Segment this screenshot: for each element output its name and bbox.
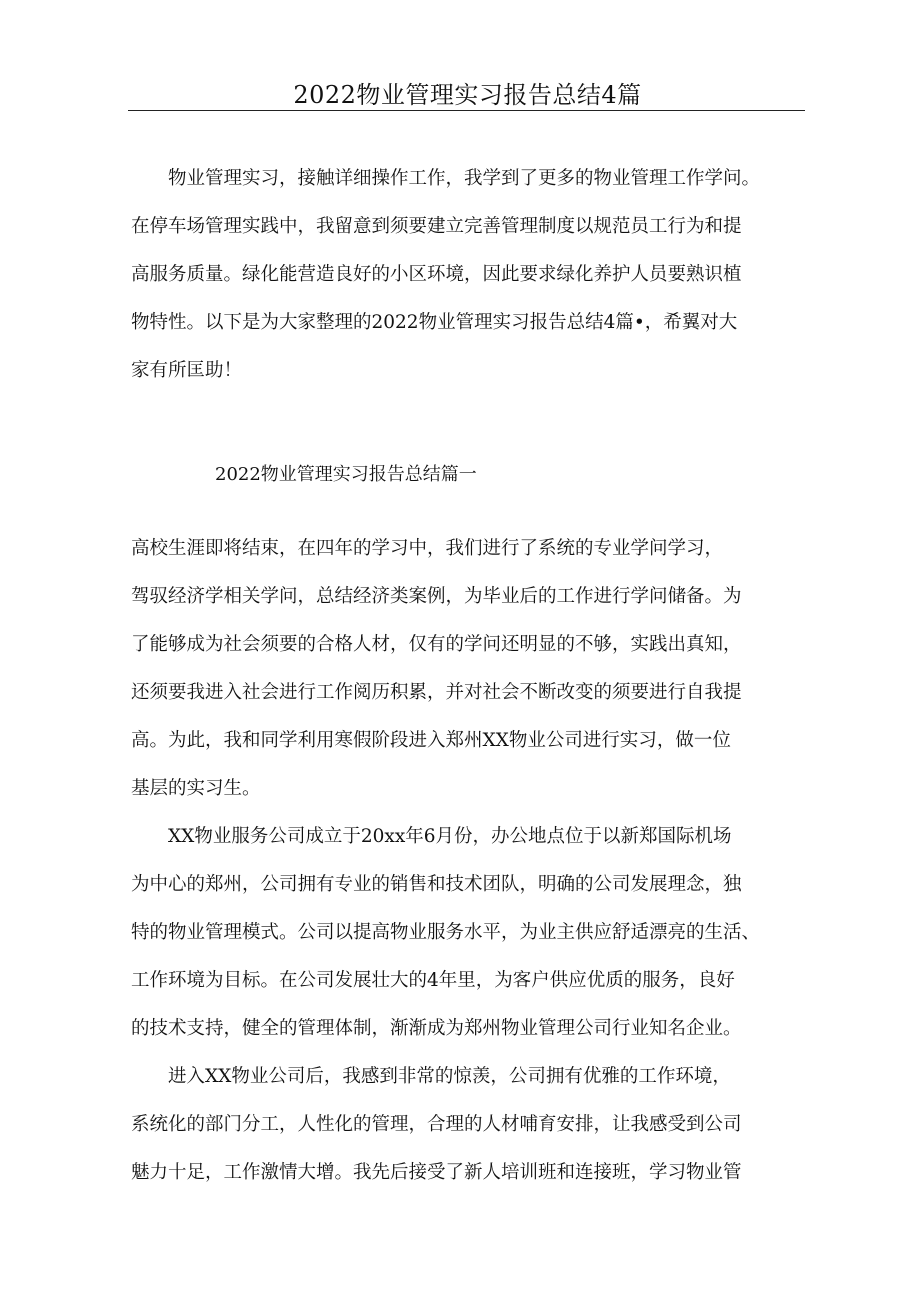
paragraph-3: [131, 1053, 811, 1197]
para1-line: 了能够成为社会须要的合格人材，仅有的学问还明显的不够，实践出真知，: [131, 634, 742, 655]
para2-line: 为中心的郑州，公司拥有专业的销售和技术团队，明确的公司发展理念，独: [131, 874, 742, 895]
paragraph-2: [131, 813, 811, 1053]
para1-line: 基层的实习生。: [131, 778, 261, 799]
intro-line: 物业管理实习，接触详细操作工作，我学到了更多的物业管理工作学问。: [131, 168, 761, 189]
section-heading: 2022物业管理实习报告总结篇一: [215, 464, 477, 485]
para2-line: 工作环境为目标。在公司发展壮大的4年里，为客户供应优质的服务，良好: [131, 970, 735, 991]
intro-paragraph: [131, 155, 811, 395]
intro-line: 物特性。以下是为大家整理的2022物业管理实习报告总结4篇•，希翼对大: [131, 312, 738, 333]
para1-line: 高。为此，我和同学利用寒假阶段进入郑州XX物业公司进行实习，做一位: [131, 730, 731, 751]
para2-line: 的技术支持，健全的管理体制，渐渐成为郑州物业管理公司行业知名企业。: [131, 1018, 742, 1039]
intro-line: 家有所匡助！: [131, 360, 243, 381]
intro-line: 在停车场管理实践中，我留意到须要建立完善管理制度以规范员工行为和提: [131, 216, 742, 237]
para2-line: 特的物业管理模式。公司以提高物业服务水平，为业主供应舒适漂亮的生活、: [131, 922, 761, 943]
para2-line: XX物业服务公司成立于20xx年6月份，办公地点位于以新郑国际机场: [131, 826, 732, 847]
para3-line: 魅力十足，工作激情大增。我先后接受了新人培训班和连接班，学习物业管: [131, 1162, 742, 1183]
para3-line: 系统化的部门分工，人性化的管理，合理的人材哺育安排，让我感受到公司: [131, 1114, 742, 1135]
document-title: 2022物业管理实习报告总结4篇: [293, 81, 642, 109]
para3-line: 进入XX物业公司后，我感到非常的惊羡，公司拥有优雅的工作环境，: [131, 1066, 731, 1087]
title-underline: [128, 110, 805, 111]
para1-line: 驾驭经济学相关学问，总结经济类案例，为毕业后的工作进行学问储备。为: [131, 586, 742, 607]
para1-line: 高校生涯即将结束，在四年的学习中，我们进行了系统的专业学问学习，: [131, 538, 724, 559]
intro-line: 高服务质量。绿化能营造良好的小区环境，因此要求绿化养护人员要熟识植: [131, 264, 742, 285]
paragraph-1: [131, 525, 811, 813]
para1-line: 还须要我进入社会进行工作阅历积累，并对社会不断改变的须要进行自我提: [131, 682, 742, 703]
